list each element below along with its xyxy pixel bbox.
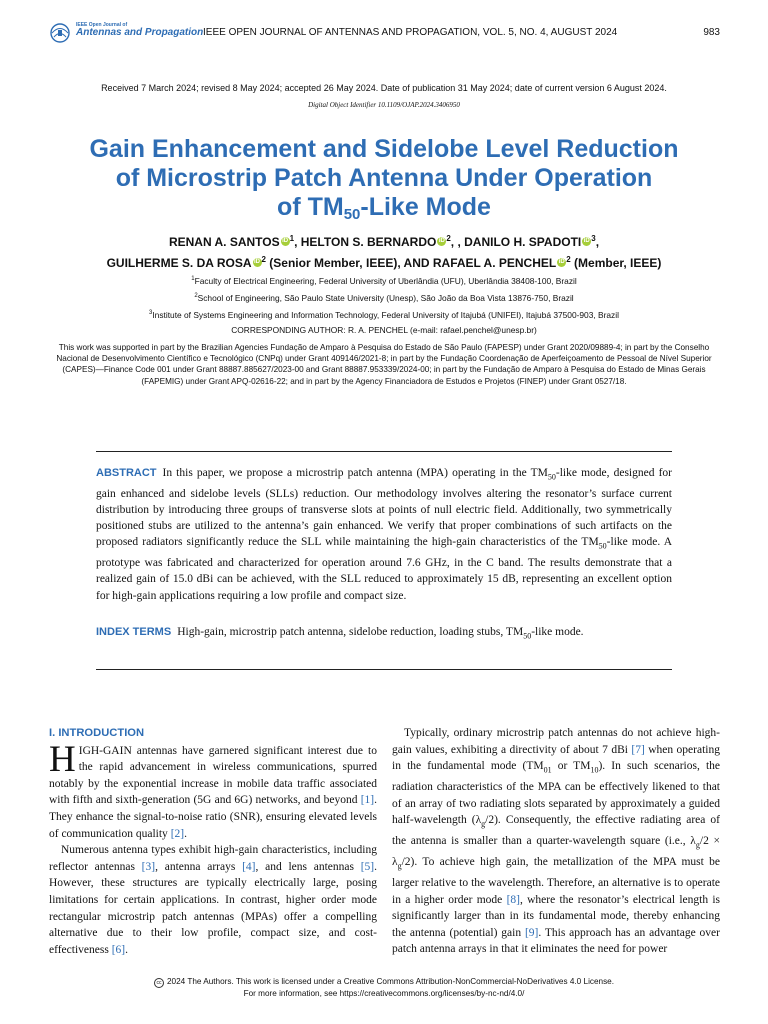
index-terms-label: INDEX TERMS (96, 626, 172, 638)
affiliation: $^2$School of Engineering, São Paulo State University (Unesp), São João da Boa Vista 13876-750, Brazil (194, 292, 574, 303)
orcid-icon[interactable]: iD (438, 238, 445, 244)
divider (96, 451, 672, 452)
citation-link[interactable]: [5] (360, 860, 375, 873)
abstract-label: ABSTRACT (96, 467, 157, 479)
funding-statement: This work was supported in part by the Brazilian Agencies Fundação de Amparo à Pesquisa do Estado de São Paulo (FAPESP) under Grant 2020/09889-4; in part by the Conselho Nacional de Desenvolvimento Científico e Tecnológico (CNPq) under Grant 409146/2021-8; in part by the Fundação Coordenação de Aperfeiçoamento de Pessoal de Nível Superior (CAPES)—Finance Code 001 under Grant 88887.885627/2023-00 and Grant 88887.953339/2024-00; in part by the Fundação de Amparo à Pesquisa do Estado de Minas Gerais (FAPEMIG) under Grant APQ-02616-22; and in part by the Agency Financiadora de Estudos e Projetos (FINEP) under Grant 0527/18. (56, 343, 712, 386)
body-column-left (49, 725, 377, 958)
author-list: RENAN A. SANTOS iD $^1$, HELTON S. BERNARDO iD $^2$, , DANILO H. SPADOTI iD $^3$, GUILHERME S. DA ROSA iD $^2$ (Senior Member, IEEE), AND RAFAEL A. PENCHEL iD $^2$ (Member, IEEE) (106, 234, 662, 270)
citation-link[interactable]: [4] (242, 860, 256, 873)
citation-link[interactable]: [6] (111, 943, 126, 956)
author-note: (Member, IEEE) (570, 256, 662, 270)
running-title: IEEE OPEN JOURNAL OF ANTENNAS AND PROPAGATION, VOL. 5, NO. 4, AUGUST 2024 (203, 27, 618, 38)
body-column-right (392, 725, 720, 958)
orcid-icon[interactable]: iD (282, 238, 289, 244)
abstract: ABSTRACT In this paper, we propose a microstrip patch antenna (MPA) operating in the $TM_{50}$-like mode, designed for gain enhanced and sidelobe levels (SLLs) reduction. Our methodology involves altering the resonator’s surface current distribution by introducing three groups of transverse slots at points of null electric field. Additionally, two symmetrically positioned stubs are utilized to the antenna’s gain enhanced. We verify that proper combinations of such artifacts on the proposed radiators significantly reduce the SLL while maintaining the high-gain characteristics of the $TM_{50}$-like mode. A prototype was fabricated and characterized for operation around 7.6 GHz, in the C band. The results demonstrate that a realized gain of 15.0 dBi can be achieved, with the SLL reduced to approximately 15 dB, representing an excellent option for high-gain applications requiring a low profile and compact size. (96, 467, 672, 602)
doi-line: Digital Object Identifier 10.1109/OJAP.2024.3406950 (308, 101, 460, 109)
license-footer: cc 2024 The Authors. This work is licensed under a Creative Commons Attribution-NonCommercial-NoDerivatives 4.0 License. For more information, see https://creativecommons.org/licenses/by-nc-nd/4.0/ (0, 976, 768, 1000)
affiliation: $^1$Faculty of Electrical Engineering, Federal University of Uberlândia (UFU), Uberlândia 38408-100, Brazil (191, 275, 577, 286)
journal-logo-icon (48, 22, 74, 44)
orcid-icon[interactable]: iD (583, 238, 590, 244)
journal-name: Antennas and Propagation (76, 27, 204, 38)
citation-link[interactable]: [1] (360, 794, 375, 807)
paper-title (40, 135, 728, 222)
citation-link[interactable]: [8] (506, 893, 520, 906)
author-name: , HELTON S. BERNARDO (294, 235, 437, 249)
journal-header (48, 22, 720, 46)
author-name: GUILHERME S. DA ROSA (106, 256, 252, 270)
author-name: (Senior Member, IEEE), AND RAFAEL A. PENCHEL (265, 256, 557, 270)
paragraph: Numerous antenna types exhibit high-gain characteristics, including reflector antennas [3], antenna arrays [4], and lens antennas [5]. However, these structures are typically electrically large, posing limitations for certain applications. In contrast, higher order mode rectangular microstrip patch antennas (MPAs) offer a compelling alternative due to their low profile, compact size, and cost-effectiveness [6]. (49, 844, 377, 956)
section-heading: I. INTRODUCTION (49, 727, 145, 739)
author-name: RENAN A. SANTOS (168, 235, 280, 249)
page-number: 983 (703, 27, 720, 38)
affiliation: $^3$Institute of Systems Engineering and Information Technology, Federal University of Itajubá (UNIFEI), Itajubá 37500-903, Brazil (149, 309, 619, 320)
citation-link[interactable]: [7] (631, 743, 645, 756)
journal-small-label: IEEE Open Journal of (76, 22, 128, 28)
orcid-icon[interactable]: iD (254, 259, 260, 265)
drop-cap: H (49, 738, 76, 780)
title-line: of Microstrip Patch Antenna Under Operation (115, 164, 653, 192)
citation-link[interactable]: [9] (524, 926, 539, 939)
citation-link[interactable]: [3] (141, 860, 156, 873)
corresponding-author: CORRESPONDING AUTHOR: R. A. PENCHEL (e-mail: rafael.penchel@unesp.br) (231, 325, 537, 335)
title-line: Gain Enhancement and Sidelobe Level Reduction (89, 135, 679, 163)
received-dates: Received 7 March 2024; revised 8 May 2024; accepted 26 May 2024. Date of publication 31 May 2024; date of current version 6 August 2024. (101, 83, 667, 93)
index-terms: INDEX TERMS High-gain, microstrip patch antenna, sidelobe reduction, loading stubs, $TM_{50}$-like mode. (96, 626, 584, 641)
paragraph: Typically, ordinary microstrip patch antennas do not achieve high-gain values, exhibiting a directivity of about 7 dBi [7] when operating in the fundamental mode ($TM_{01}$ or $TM_{10}$). In such scenarios, the radiation characteristics of the MPA can be effectively likened to that of an array of two radiating slots separated by approximately a guided half-wavelength $(\lambda_g/2)$. Consequently, the effective radiating area of the antenna is smaller than a quarter-wavelength square (i.e., $\lambda_g/2 \times \lambda_g/2$). To achieve high gain, the metallization of the MPA must be larger relative to the wavelength. Therefore, an alternative is to operate in a higher order mode [8], where the resonator’s electrical length is significantly larger than in its fundamental mode, thereby enhancing the antenna (potential) gain [9]. This approach has an advantage over patch antenna arrays in that it eliminates the need for power (392, 727, 721, 956)
orcid-icon[interactable]: iD (558, 259, 565, 265)
divider (96, 669, 672, 670)
author-name: , DANILO H. SPADOTI (457, 235, 582, 249)
paragraph: HIGH-GAIN antennas have garnered significant interest due to the rapid advancement in wireless communications, spurred notably by the exponential increase in mobile data traffic associated with fifth and sixth-generation (5G and 6G) networks, and beyond [1]. They enhance the signal-to-noise ratio (SNR), ensuring elevated levels of communication quality [2]. (49, 738, 377, 840)
creative-commons-icon: cc (154, 978, 164, 988)
citation-link[interactable]: [2] (170, 827, 185, 840)
license-link[interactable]: For more information, see https://creativecommons.org/licenses/by-nc-nd/4.0/ (243, 989, 525, 998)
title-line: of $TM_{50}$-Like Mode (277, 193, 491, 223)
